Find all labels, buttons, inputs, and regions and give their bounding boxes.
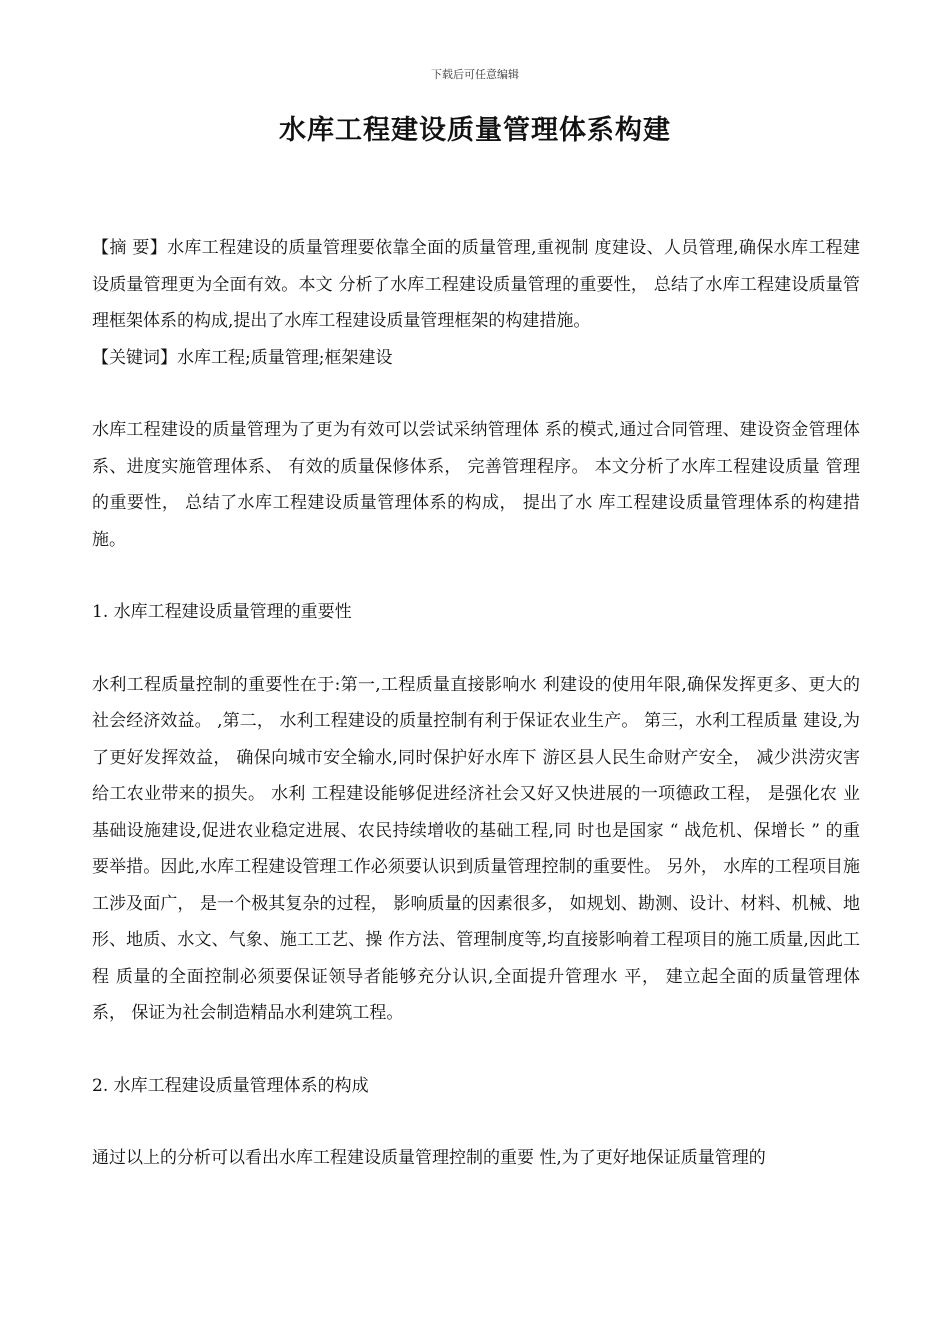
spacer bbox=[92, 1104, 860, 1140]
document-title: 水库工程建设质量管理体系构建 bbox=[279, 115, 671, 146]
spacer bbox=[92, 631, 860, 667]
spacer bbox=[92, 376, 860, 412]
spacer bbox=[92, 1032, 860, 1068]
document-body bbox=[92, 230, 860, 1177]
abstract-paragraph: 【摘 要】水库工程建设的质量管理要依靠全面的质量管理,重视制 度建设、人员管理,确保水库工程建设质量管理更为全面有效。本文 分析了水库工程建设质量管理的重要性， 总结了水库工程建设质量管 理框架体系的构成,提出了水库工程建设质量管理框架的构建措施。 bbox=[92, 238, 860, 331]
section-1-paragraph: 水利工程质量控制的重要性在于:第一,工程质量直接影响水 利建设的使用年限,确保发挥更多、更大的社会经济效益。 ,第二， 水利工程建设的质量控制有利于保证农业生产。 第三，水利工程质量 建设,为了更好发挥效益， 确保向城市安全输水,同时保护好水库下 游区县人民生命财产安全， 减少洪涝灾害给工农业带来的损失。 水利 工程建设能够促进经济社会又好又快进展的一项德政工程， 是强化农 业基础设施建设,促进农业稳定进展、农民持续增收的基础工程,同 时也是国家 “ 战危机、保增长 ” 的重要举措。因此,水库工程建设管理工作必须要认识到质量管理控制的重要性。 另外， 水库的工程项目施 工涉及面广， 是一个极其复杂的过程， 影响质量的因素很多， 如规划、勘测、设计、材料、机械、地形、地质、水文、气象、施工工艺、操 作方法、管理制度等,均直接影响着工程项目的施工质量,因此工程 质量的全面控制必须要保证领导者能够充分认识,全面提升管理水 平， 建立起全面的质量管理体系， 保证为社会制造精品水利建筑工程。 bbox=[92, 674, 860, 1023]
section-1-heading: 1. 水库工程建设质量管理的重要性 bbox=[92, 602, 352, 622]
section-2-heading: 2. 水库工程建设质量管理体系的构成 bbox=[92, 1075, 369, 1096]
spacer bbox=[92, 558, 860, 594]
keywords-line: 【关键词】水库工程;质量管理;框架建设 bbox=[92, 347, 393, 368]
intro-paragraph: 水库工程建设的质量管理为了更为有效可以尝试采纳管理体 系的模式,通过合同管理、建设资金管理体系、进度实施管理体系、 有效的质量保修体系， 完善管理程序。 本文分析了水库工程建设质量 管理的重要性， 总结了水库工程建设质量管理体系的构成， 提出了水 库工程建设质量管理体系的构建措施。 bbox=[92, 420, 860, 550]
header-note: 下载后可任意编辑 bbox=[431, 68, 519, 81]
section-2-paragraph: 通过以上的分析可以看出水库工程建设质量管理控制的重要 性,为了更好地保证质量管理的 bbox=[92, 1148, 766, 1168]
